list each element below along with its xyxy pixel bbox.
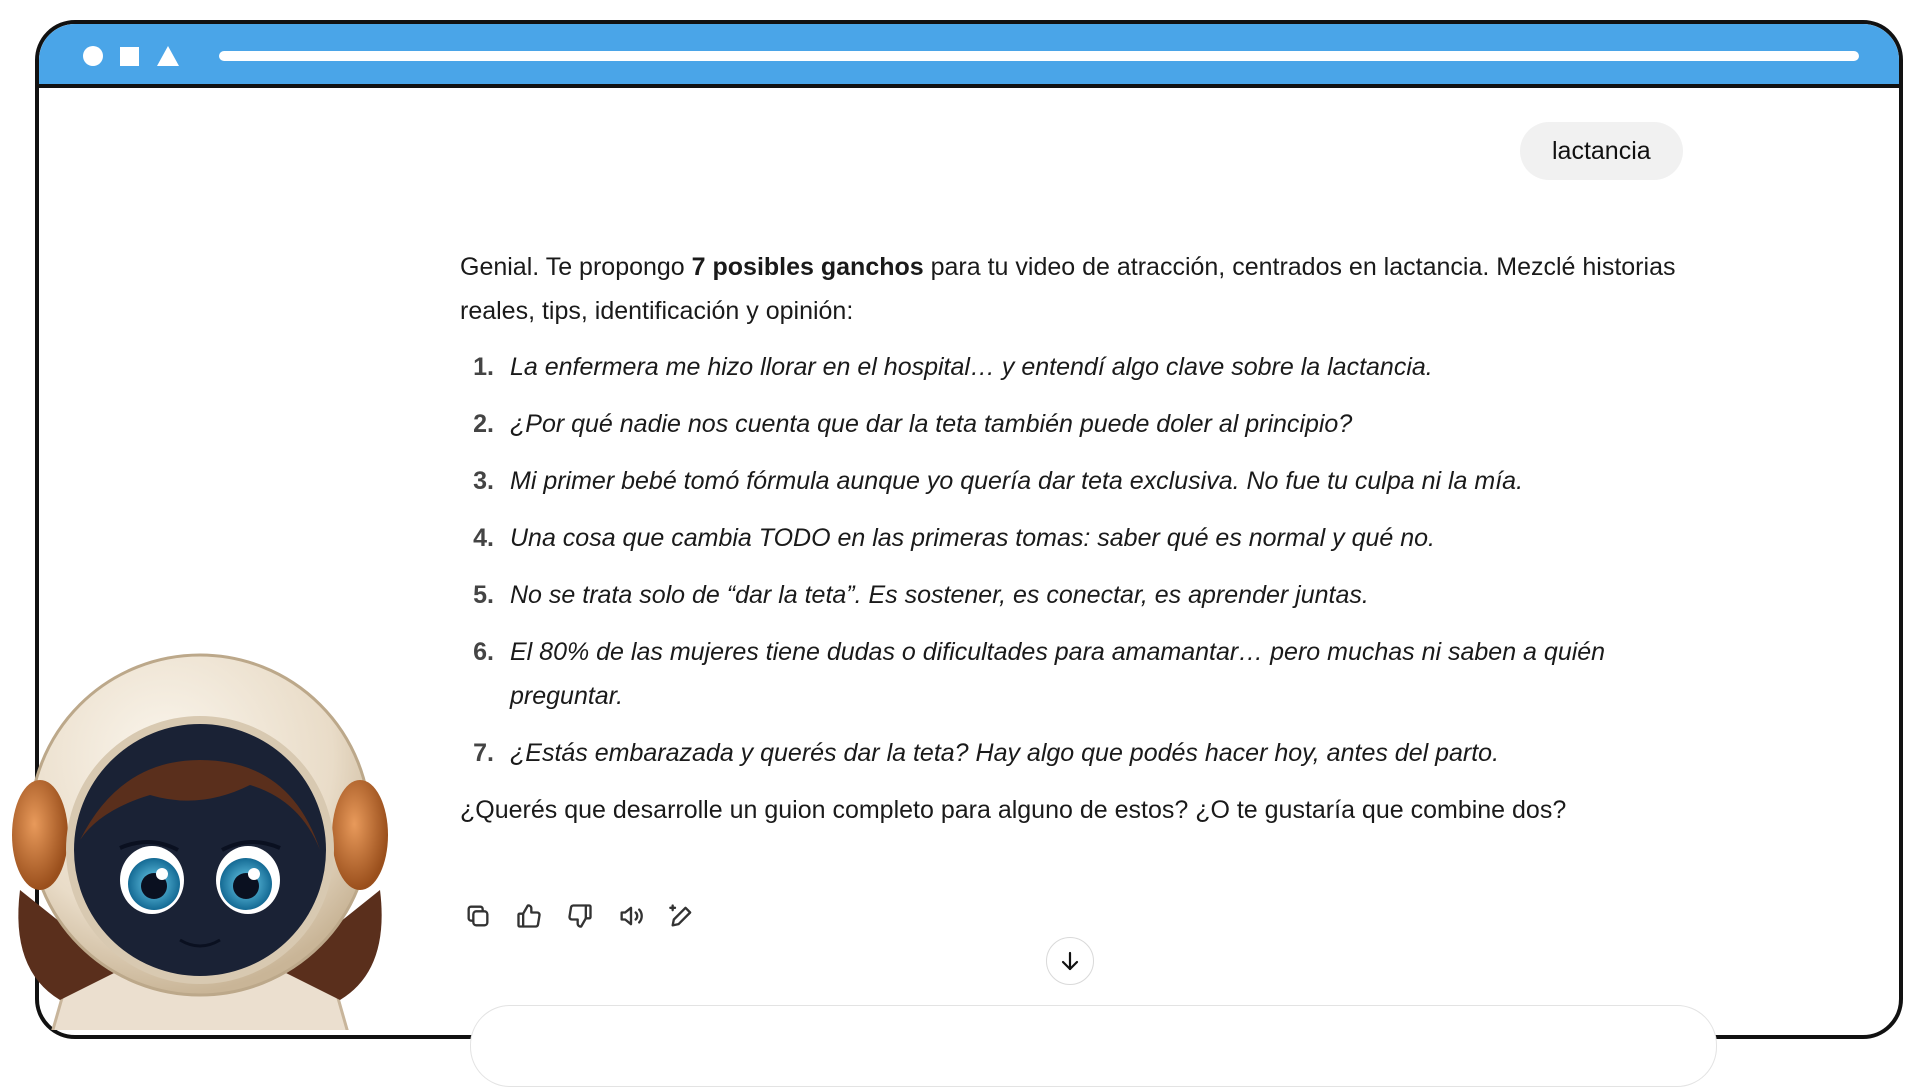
thumbs-down-icon (566, 902, 594, 930)
intro-text-continued: para tu video de atracción, centrados en lactancia. Mezclé historias reales, tips, identificación y opinión: (460, 253, 1676, 325)
thumbs-up-icon (515, 902, 543, 930)
list-number: 7. (473, 739, 494, 767)
list-item (460, 459, 1680, 503)
hook-text: ¿Estás embarazada y querés dar la teta? Hay algo que podés hacer hoy, antes del parto. (510, 739, 1500, 767)
read-aloud-button[interactable] (615, 900, 647, 932)
response-intro (460, 245, 1680, 333)
list-number: 6. (473, 638, 494, 666)
hook-text: No se trata solo de “dar la teta”. Es sostener, es conectar, es aprender juntas. (510, 581, 1369, 609)
list-item (460, 630, 1680, 718)
thumbs-down-button[interactable] (564, 900, 596, 932)
user-message-bubble: lactancia (1520, 122, 1683, 180)
intro-bold-text: 7 posibles ganchos (691, 253, 924, 281)
title-bar (39, 24, 1899, 88)
arrow-down-icon (1058, 949, 1082, 973)
hook-text: Mi primer bebé tomó fórmula aunque yo quería dar teta exclusiva. No fue tu culpa ni la mía. (510, 467, 1524, 495)
list-item (460, 731, 1680, 775)
list-number: 5. (473, 581, 494, 609)
thumbs-up-button[interactable] (513, 900, 545, 932)
list-number: 4. (473, 524, 494, 552)
list-item (460, 573, 1680, 617)
speaker-icon (617, 902, 645, 930)
hook-text: La enfermera me hizo llorar en el hospital… y entendí algo clave sobre la lactancia. (510, 353, 1433, 381)
list-item (460, 402, 1680, 446)
copy-icon (464, 902, 492, 930)
edit-button[interactable] (666, 900, 698, 932)
edit-icon (668, 902, 696, 930)
list-item (460, 516, 1680, 560)
intro-text: Genial. Te propongo (460, 253, 692, 281)
list-number: 1. (473, 353, 494, 381)
message-actions (462, 900, 698, 932)
copy-button[interactable] (462, 900, 494, 932)
astronaut-mascot (0, 610, 400, 1040)
square-icon (120, 47, 139, 66)
list-number: 3. (473, 467, 494, 495)
message-composer[interactable] (470, 1005, 1717, 1087)
scroll-down-button[interactable] (1046, 937, 1094, 985)
response-closing: ¿Querés que desarrolle un guion completo para alguno de estos? ¿O te gustaría que combine dos? (460, 796, 1567, 824)
hook-text: Una cosa que cambia TODO en las primeras tomas: saber qué es normal y qué no. (510, 524, 1435, 552)
hook-text: El 80% de las mujeres tiene dudas o dificultades para amamantar… pero muchas ni saben a quién preguntar. (510, 638, 1606, 710)
list-item (460, 345, 1680, 389)
circle-icon (83, 46, 103, 66)
hook-text: ¿Por qué nadie nos cuenta que dar la teta también puede doler al principio? (510, 410, 1353, 438)
triangle-icon (157, 46, 179, 66)
assistant-response (460, 245, 1680, 832)
address-bar[interactable] (219, 51, 1859, 61)
hooks-list (460, 345, 1680, 775)
list-number: 2. (473, 410, 494, 438)
